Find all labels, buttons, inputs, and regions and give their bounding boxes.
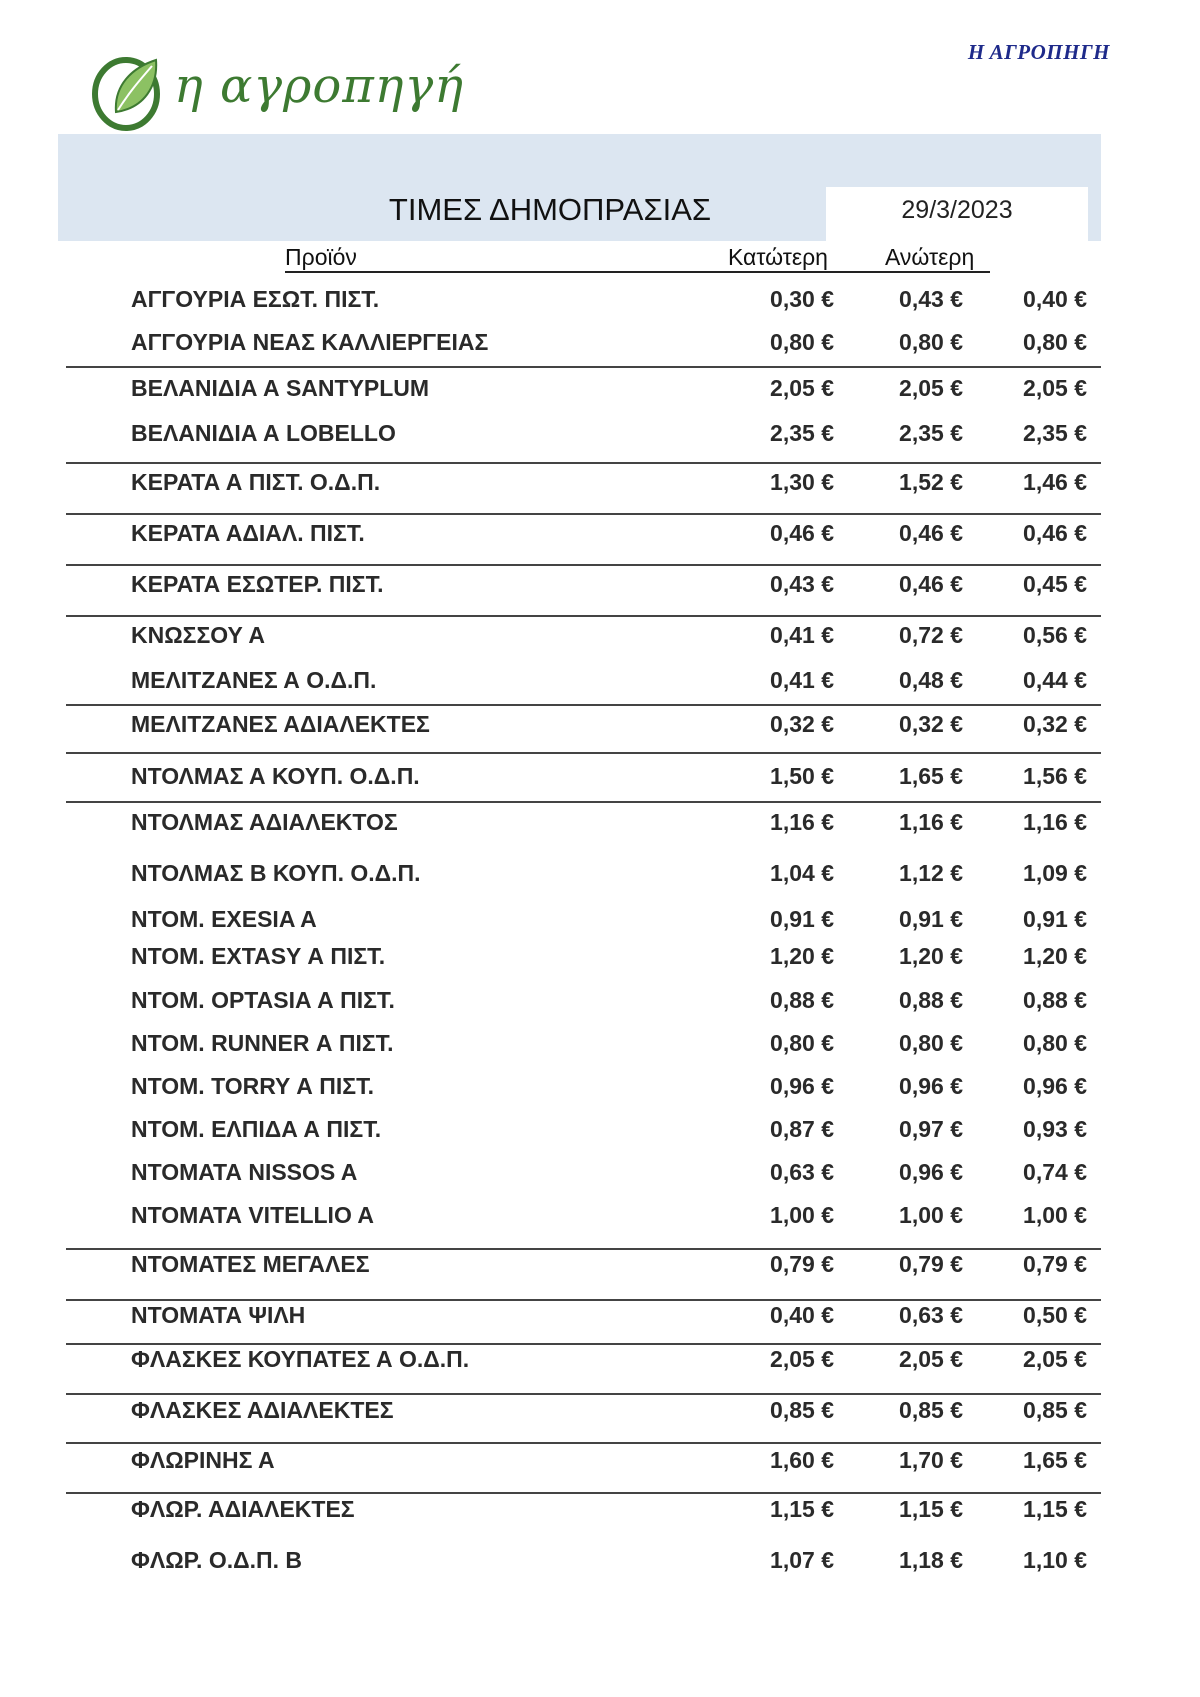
price-high: 2,05 € — [899, 375, 963, 401]
price-high: 1,65 € — [899, 763, 963, 789]
row-divider — [66, 1343, 1101, 1345]
price-high: 1,15 € — [899, 1496, 963, 1522]
price-average: 1,20 € — [1023, 943, 1087, 969]
row-divider — [66, 615, 1101, 617]
price-low: 0,87 € — [770, 1116, 834, 1142]
price-average: 0,80 € — [1023, 329, 1087, 355]
price-average: 0,88 € — [1023, 987, 1087, 1013]
price-low: 0,91 € — [770, 906, 834, 932]
product-name: ΝΤΟΜ. TORRY Α ΠΙΣΤ. — [131, 1073, 374, 1099]
table-row — [0, 900, 1200, 940]
table-row — [0, 1067, 1200, 1107]
price-average: 1,09 € — [1023, 860, 1087, 886]
price-high: 1,16 € — [899, 809, 963, 835]
price-average: 0,96 € — [1023, 1073, 1087, 1099]
price-high: 0,48 € — [899, 667, 963, 693]
auction-date: 29/3/2023 — [901, 196, 1013, 224]
page-title: ΤΙΜΕΣ ΔΗΜΟΠΡΑΣΙΑΣ — [388, 192, 712, 227]
price-average: 1,00 € — [1023, 1202, 1087, 1228]
product-name: ΝΤΟΛΜΑΣ Β ΚΟΥΠ. Ο.Δ.Π. — [131, 860, 421, 886]
price-high: 0,63 € — [899, 1302, 963, 1328]
price-high: 1,18 € — [899, 1547, 963, 1573]
product-name: ΝΤΟΛΜΑΣ Α ΚΟΥΠ. Ο.Δ.Π. — [131, 763, 420, 789]
product-name: ΚΝΩΣΣΟΥ Α — [131, 622, 266, 648]
price-low: 1,00 € — [770, 1202, 834, 1228]
row-divider — [66, 462, 1101, 464]
leaf-logo-icon — [86, 46, 176, 136]
price-low: 1,60 € — [770, 1447, 834, 1473]
table-row — [0, 1196, 1200, 1236]
row-divider — [66, 1299, 1101, 1301]
price-high: 0,96 € — [899, 1073, 963, 1099]
column-header-product: Προϊόν — [285, 244, 357, 270]
product-name: ΝΤΟΜ. EXTASY Α ΠΙΣΤ. — [131, 943, 386, 969]
table-row — [0, 565, 1200, 605]
price-low: 1,30 € — [770, 469, 834, 495]
price-average: 0,46 € — [1023, 520, 1087, 546]
price-average: 2,35 € — [1023, 420, 1087, 446]
price-average: 0,93 € — [1023, 1116, 1087, 1142]
price-low: 2,05 € — [770, 375, 834, 401]
table-row — [0, 1391, 1200, 1431]
price-high: 0,80 € — [899, 1030, 963, 1056]
table-row — [0, 1024, 1200, 1064]
price-low: 0,46 € — [770, 520, 834, 546]
row-divider — [66, 1442, 1101, 1444]
price-average: 1,65 € — [1023, 1447, 1087, 1473]
row-divider — [66, 564, 1101, 566]
price-average: 1,10 € — [1023, 1547, 1087, 1573]
table-row — [0, 280, 1200, 320]
product-name: ΦΛΑΣΚΕΣ ΑΔΙΑΛΕΚΤΕΣ — [131, 1397, 394, 1423]
product-name: ΝΤΟΜΑΤΑ ΨΙΛΗ — [131, 1302, 306, 1328]
price-high: 0,91 € — [899, 906, 963, 932]
row-divider — [66, 1492, 1101, 1494]
price-low: 1,20 € — [770, 943, 834, 969]
table-row — [0, 1296, 1200, 1336]
price-average: 0,32 € — [1023, 711, 1087, 737]
price-high: 0,72 € — [899, 622, 963, 648]
row-divider — [66, 704, 1101, 706]
price-high: 0,79 € — [899, 1251, 963, 1277]
table-row — [0, 414, 1200, 454]
price-low: 2,05 € — [770, 1346, 834, 1372]
product-name: ΦΛΑΣΚΕΣ ΚΟΥΠΑΤΕΣ Α Ο.Δ.Π. — [131, 1346, 470, 1372]
product-name: ΦΛΩΡ. Ο.Δ.Π. Β — [131, 1547, 303, 1573]
price-average: 0,50 € — [1023, 1302, 1087, 1328]
price-low: 0,80 € — [770, 329, 834, 355]
product-name: ΝΤΟΜΑΤΑ NISSOS A — [131, 1159, 358, 1185]
price-average: 0,44 € — [1023, 667, 1087, 693]
price-average: 2,05 € — [1023, 1346, 1087, 1372]
price-high: 0,32 € — [899, 711, 963, 737]
price-average: 2,05 € — [1023, 375, 1087, 401]
product-name: ΚΕΡΑΤΑ Α ΠΙΣΤ. Ο.Δ.Π. — [131, 469, 381, 495]
logo-wordmark: η αγροπηγή — [174, 58, 464, 114]
price-high: 1,20 € — [899, 943, 963, 969]
table-row — [0, 369, 1200, 409]
product-name: ΝΤΟΜ. EXESIA A — [131, 906, 317, 932]
table-row — [0, 937, 1200, 977]
price-low: 0,79 € — [770, 1251, 834, 1277]
price-high: 0,88 € — [899, 987, 963, 1013]
price-average: 0,74 € — [1023, 1159, 1087, 1185]
price-high: 1,70 € — [899, 1447, 963, 1473]
brand-name: Η ΑΓΡΟΠΗΓΗ — [967, 40, 1110, 64]
price-low: 2,35 € — [770, 420, 834, 446]
product-name: ΚΕΡΑΤΑ ΕΣΩΤΕΡ. ΠΙΣΤ. — [131, 571, 384, 597]
price-high: 0,85 € — [899, 1397, 963, 1423]
price-average: 1,15 € — [1023, 1496, 1087, 1522]
price-average: 1,46 € — [1023, 469, 1087, 495]
price-low: 1,07 € — [770, 1547, 834, 1573]
price-high: 0,96 € — [899, 1159, 963, 1185]
product-name: ΚΕΡΑΤΑ ΑΔΙΑΛ. ΠΙΣΤ. — [131, 520, 365, 546]
table-row — [0, 1541, 1200, 1581]
product-name: ΒΕΛΑΝΙΔΙΑ Α SANTYPLUM — [131, 375, 430, 401]
table-row — [0, 661, 1200, 701]
product-name: ΦΛΩΡ. ΑΔΙΑΛΕΚΤΕΣ — [131, 1496, 355, 1522]
table-row — [0, 1153, 1200, 1193]
price-average: 0,56 € — [1023, 622, 1087, 648]
table-row — [0, 1110, 1200, 1150]
table-row — [0, 854, 1200, 894]
price-low: 1,50 € — [770, 763, 834, 789]
product-name: ΜΕΛΙΤΖΑΝΕΣ Α Ο.Δ.Π. — [131, 667, 377, 693]
table-row — [0, 803, 1200, 843]
column-header-low: Κατώτερη — [728, 244, 828, 270]
table-row — [0, 1245, 1200, 1285]
table-row — [0, 323, 1200, 363]
row-divider — [66, 801, 1101, 803]
header-underline — [285, 271, 990, 273]
price-low: 0,32 € — [770, 711, 834, 737]
price-average: 0,40 € — [1023, 286, 1087, 312]
column-header-high: Ανώτερη — [885, 244, 975, 270]
row-divider — [66, 366, 1101, 368]
price-average: 0,79 € — [1023, 1251, 1087, 1277]
product-name: ΝΤΟΜ. ΕΛΠΙΔΑ Α ΠΙΣΤ. — [131, 1116, 382, 1142]
price-high: 1,52 € — [899, 469, 963, 495]
table-row — [0, 616, 1200, 656]
row-divider — [66, 1393, 1101, 1395]
price-high: 1,00 € — [899, 1202, 963, 1228]
price-average: 0,85 € — [1023, 1397, 1087, 1423]
product-name: ΝΤΟΛΜΑΣ ΑΔΙΑΛΕΚΤΟΣ — [131, 809, 398, 835]
price-low: 0,88 € — [770, 987, 834, 1013]
price-average: 0,91 € — [1023, 906, 1087, 932]
table-row — [0, 463, 1200, 503]
price-low: 0,41 € — [770, 667, 834, 693]
product-name: ΝΤΟΜ. RUNNER Α ΠΙΣΤ. — [131, 1030, 394, 1056]
price-low: 1,16 € — [770, 809, 834, 835]
price-average: 1,16 € — [1023, 809, 1087, 835]
price-low: 0,85 € — [770, 1397, 834, 1423]
price-high: 0,46 € — [899, 571, 963, 597]
table-row — [0, 1340, 1200, 1380]
table-row — [0, 514, 1200, 554]
price-low: 0,43 € — [770, 571, 834, 597]
table-row — [0, 1441, 1200, 1481]
price-high: 1,12 € — [899, 860, 963, 886]
price-low: 0,41 € — [770, 622, 834, 648]
table-row — [0, 757, 1200, 797]
price-high: 0,80 € — [899, 329, 963, 355]
price-average: 0,80 € — [1023, 1030, 1087, 1056]
price-high: 0,97 € — [899, 1116, 963, 1142]
table-row — [0, 1490, 1200, 1530]
price-low: 0,30 € — [770, 286, 834, 312]
price-high: 2,35 € — [899, 420, 963, 446]
price-low: 0,80 € — [770, 1030, 834, 1056]
price-low: 0,63 € — [770, 1159, 834, 1185]
price-low: 0,40 € — [770, 1302, 834, 1328]
price-low: 0,96 € — [770, 1073, 834, 1099]
product-name: ΒΕΛΑΝΙΔΙΑ Α LOBELLO — [131, 420, 396, 446]
table-row — [0, 981, 1200, 1021]
price-average: 1,56 € — [1023, 763, 1087, 789]
product-name: ΝΤΟΜΑΤΕΣ ΜΕΓΑΛΕΣ — [131, 1251, 370, 1277]
row-divider — [66, 752, 1101, 754]
product-name: ΜΕΛΙΤΖΑΝΕΣ ΑΔΙΑΛΕΚΤΕΣ — [131, 711, 430, 737]
product-name: ΝΤΟΜΑΤΑ VITELLIO A — [131, 1202, 374, 1228]
product-name: ΝΤΟΜ. OPTASIA Α ΠΙΣΤ. — [131, 987, 395, 1013]
price-average: 0,45 € — [1023, 571, 1087, 597]
price-low: 1,15 € — [770, 1496, 834, 1522]
table-row — [0, 705, 1200, 745]
price-high: 2,05 € — [899, 1346, 963, 1372]
product-name: ΦΛΩΡΙΝΗΣ Α — [131, 1447, 275, 1473]
price-high: 0,46 € — [899, 520, 963, 546]
product-name: ΑΓΓΟΥΡΙΑ ΕΣΩΤ. ΠΙΣΤ. — [131, 286, 380, 312]
row-divider — [66, 513, 1101, 515]
price-high: 0,43 € — [899, 286, 963, 312]
row-divider — [66, 1248, 1101, 1250]
price-low: 1,04 € — [770, 860, 834, 886]
product-name: ΑΓΓΟΥΡΙΑ ΝΕΑΣ ΚΑΛΛΙΕΡΓΕΙΑΣ — [131, 329, 489, 355]
